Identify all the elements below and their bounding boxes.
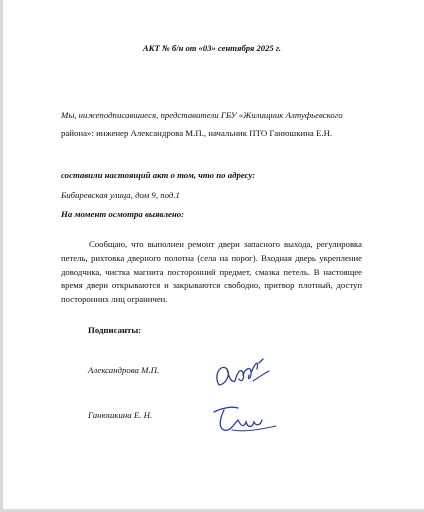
composed-statement: составили настоящий акт о том, что по адресу: — [61, 170, 256, 180]
page-left-edge — [0, 0, 3, 512]
intro-line-1: Мы, нижеподписавшиеся, представители ГБУ «Жилищник Алтуфьевского — [61, 110, 343, 120]
intro-line-2: района»: инженер Александрова М.П., начальник ПТО Ганюшкина Е.Н. — [61, 128, 333, 138]
signature-1 — [205, 345, 275, 395]
inspection-body-text: Сообщаю, что выполнен ремонт двери запасного выхода, регулировка петель, рихтовка дверного полотна (села на порог). Входная дверь укрепление доводчика, чистка магнита посторонний предмет, смазка петель. В настоящее время двери открываются и закрываются свободно, притвор плотный, доступ посторонних лиц ограничен. — [61, 239, 362, 305]
signature-2 — [208, 398, 283, 438]
signatories-heading: Подписанты: — [88, 325, 142, 335]
signatory-name-1: Александрова М.П. — [88, 365, 160, 375]
inspection-heading: На момент осмотра выявлено: — [61, 209, 185, 219]
inspection-body — [61, 238, 362, 307]
signatory-name-2: Ганюшкина Е. Н. — [88, 410, 153, 420]
address: Бибиревская улица, дом 9, под.1 — [61, 190, 180, 200]
act-title: АКТ № б/н от «03» сентября 2025 г. — [142, 43, 282, 53]
